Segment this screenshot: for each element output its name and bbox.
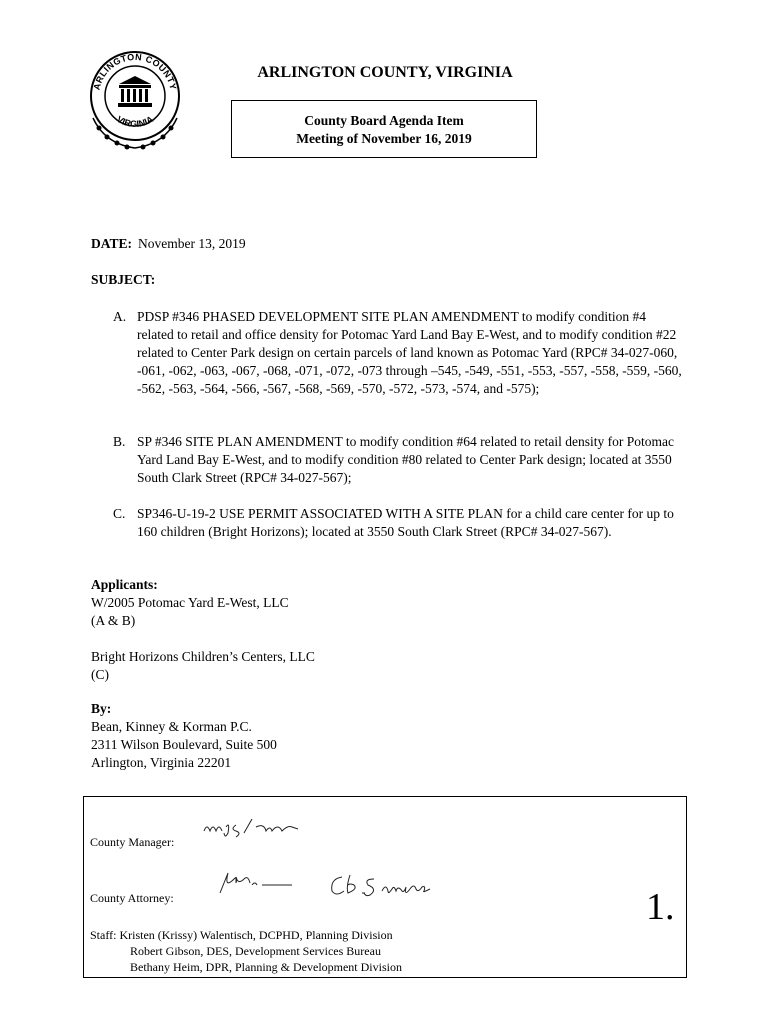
attorney-name-signature — [328, 871, 438, 906]
applicants-label: Applicants: — [91, 577, 158, 592]
staff-list — [90, 927, 402, 975]
item-text: PDSP #346 PHASED DEVELOPMENT SITE PLAN AMENDMENT to modify condition #4 related to retail and office density for Potomac Yard Land Bay E-West, and to modify condition #22 related to Center Park design on certain parcels of land known as Potomac Yard (RPC# 34-027-060, -061, -062, -063, -067, -068, -071, -072, -073 through –545, -549, -551, -553, -557, -558, -559, -560, -562, -563, -564, -566, -567, -568, -569, -570, -572, -573, -574, and -575); — [137, 309, 682, 396]
agenda-item-box — [231, 100, 537, 158]
applicants-section — [91, 576, 315, 684]
county-attorney-label: County Attorney: — [90, 891, 174, 905]
applicant-note: (C) — [91, 667, 109, 682]
item-letter: B. — [113, 434, 126, 449]
item-text: SP #346 SITE PLAN AMENDMENT to modify condition #64 related to retail density for Potomac Yard Land Bay E-West, and to modify condition #80 related to Center Park design; located at 3550 South Clark Street (RPC# 34-027-567); — [137, 434, 674, 485]
svg-text:ARLINGTON COUNTY: ARLINGTON COUNTY — [91, 51, 179, 92]
staff-line-3: Bethany Heim, DPR, Planning & Development Division — [130, 960, 402, 974]
subject-item-a — [113, 308, 683, 398]
by-section — [91, 700, 277, 772]
subject-heading: SUBJECT: — [91, 272, 156, 287]
item-letter: C. — [113, 506, 126, 521]
county-title: ARLINGTON COUNTY, VIRGINIA — [257, 64, 513, 81]
agenda-item-label: County Board Agenda Item — [304, 113, 464, 128]
date-label: DATE: — [91, 236, 133, 251]
subject-item-b — [113, 433, 683, 487]
county-seal-logo — [85, 48, 185, 158]
staff-line-1: Staff: Kristen (Krissy) Walentisch, DCPHD, Planning Division — [90, 928, 393, 942]
by-line-1: Bean, Kinney & Korman P.C. — [91, 719, 252, 734]
date-value: November 13, 2019 — [138, 236, 246, 251]
by-line-3: Arlington, Virginia 22201 — [91, 755, 232, 770]
applicant-name: Bright Horizons Children’s Centers, LLC — [91, 649, 315, 664]
svg-text:VIRGINIA: VIRGINIA — [115, 113, 155, 129]
date-line — [91, 236, 246, 252]
item-letter: A. — [113, 309, 127, 324]
attorney-initials-signature — [216, 869, 296, 904]
item-number: 1. — [646, 886, 675, 928]
by-line-2: 2311 Wilson Boulevard, Suite 500 — [91, 737, 277, 752]
county-manager-signature — [202, 815, 302, 846]
meeting-date-label: Meeting of November 16, 2019 — [296, 131, 472, 146]
item-text: SP346-U-19-2 USE PERMIT ASSOCIATED WITH A SITE PLAN for a child care center for up to 160 children (Bright Horizons); located at 3550 South Clark Street (RPC# 34-027-567). — [137, 506, 674, 539]
subject-item-c — [113, 505, 683, 541]
applicant-note: (A & B) — [91, 613, 136, 628]
staff-line-2: Robert Gibson, DES, Development Services Bureau — [130, 944, 381, 958]
by-label: By: — [91, 701, 112, 716]
signature-box — [83, 796, 687, 978]
applicant-name: W/2005 Potomac Yard E-West, LLC — [91, 595, 289, 610]
county-manager-label: County Manager: — [90, 835, 175, 849]
